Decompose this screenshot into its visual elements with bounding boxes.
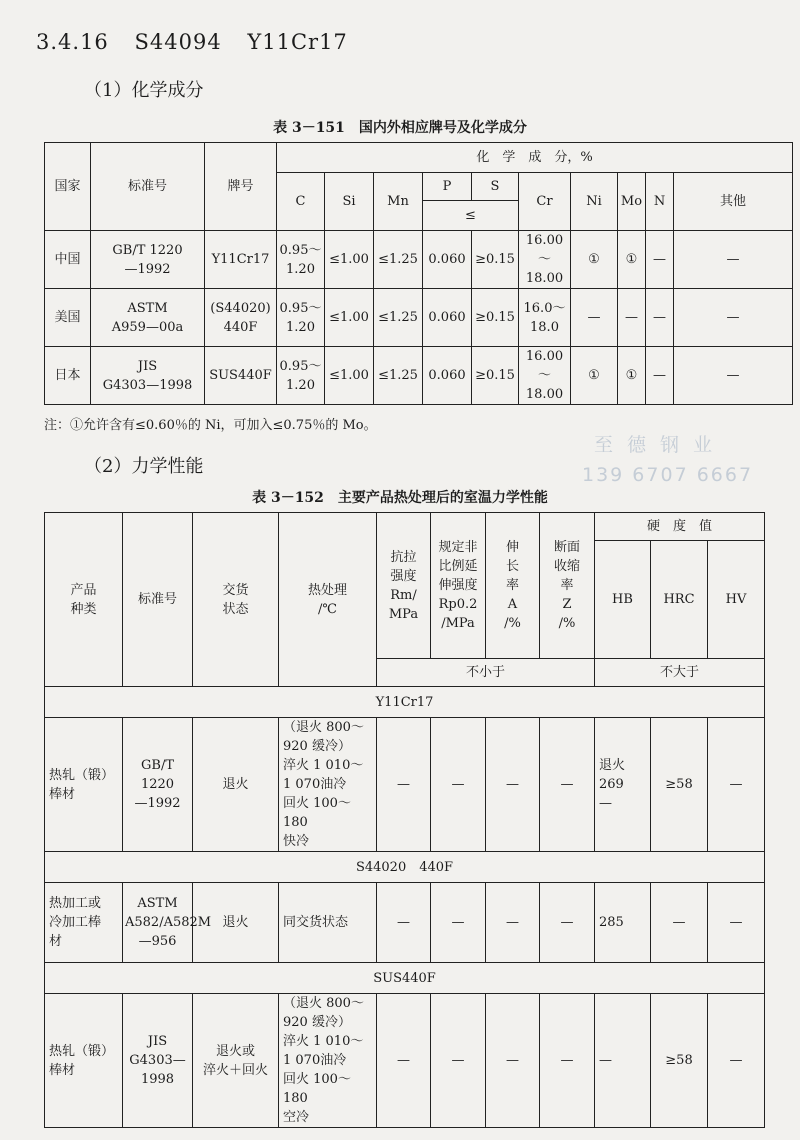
cell-ni: — — [571, 289, 618, 347]
col-n: N — [646, 173, 674, 231]
col-c: C — [277, 173, 325, 231]
grade-group-row — [45, 687, 765, 718]
col-standard: 标准号 — [91, 143, 205, 231]
cell-heat: （退火 800～ 920 缓冷） 淬火 1 010～ 1 070油冷 回火 100～180 空冷 — [279, 994, 377, 1128]
col-yield: 规定非 比例延 伸强度 Rp0.2 /MPa — [431, 513, 486, 659]
table-row — [45, 347, 793, 405]
cell-si: ≤1.00 — [325, 231, 374, 289]
not-less-than: 不小于 — [377, 659, 595, 687]
cell-mo: — — [618, 289, 646, 347]
cell-p: 0.060 — [423, 289, 472, 347]
cell-standard: JIS G4303—1998 — [91, 347, 205, 405]
table2-caption: 表 3－152 主要产品热处理后的室温力学性能 — [252, 490, 548, 506]
cell-delivery: 退火 — [193, 883, 279, 963]
cell-si: ≤1.00 — [325, 347, 374, 405]
cell-country: 中国 — [45, 231, 91, 289]
not-more-than: 不大于 — [595, 659, 765, 687]
watermark — [582, 430, 753, 490]
col-delivery: 交货 状态 — [193, 513, 279, 687]
table-row — [45, 289, 793, 347]
cell-mn: ≤1.25 — [374, 231, 423, 289]
grade-group-row — [45, 852, 765, 883]
table1-note: 注：①允许含有≤0.60％的 Ni，可加入≤0.75％的 Mo。 — [44, 418, 377, 433]
grade-group-row — [45, 963, 765, 994]
cell-s: ≥0.15 — [472, 289, 519, 347]
col-heat-treatment: 热处理 /℃ — [279, 513, 377, 687]
cell-heat: 同交货状态 — [279, 883, 377, 963]
cell-elong: — — [486, 883, 540, 963]
cell-tensile: — — [377, 718, 431, 852]
cell-standard: ASTM A582/A582M —956 — [123, 883, 193, 963]
col-reduction: 断面 收缩 率 Z /% — [540, 513, 595, 659]
grade-group-title: S44020 440F — [45, 852, 765, 883]
cell-grade: (S44020) 440F — [205, 289, 277, 347]
col-s: S — [472, 173, 519, 201]
table-row — [45, 718, 765, 852]
cell-s: ≥0.15 — [472, 347, 519, 405]
section-heading — [36, 30, 366, 54]
cell-delivery: 退火 — [193, 718, 279, 852]
cell-hrc: ≥58 — [651, 994, 708, 1128]
cell-yield: — — [431, 883, 486, 963]
cell-cr: 16.00～ 18.00 — [519, 347, 571, 405]
cell-reduction: — — [540, 718, 595, 852]
col-mo: Mo — [618, 173, 646, 231]
cell-yield: — — [431, 718, 486, 852]
cell-cr: 16.0～ 18.0 — [519, 289, 571, 347]
col-standard2: 标准号 — [123, 513, 193, 687]
hardness-header: 硬 度 值 — [595, 513, 765, 541]
cell-ni: ① — [571, 347, 618, 405]
cell-country: 日本 — [45, 347, 91, 405]
table-row — [45, 231, 793, 289]
cell-reduction: — — [540, 994, 595, 1128]
cell-tensile: — — [377, 994, 431, 1128]
ps-max-symbol: ≤ — [423, 201, 519, 231]
cell-n: — — [646, 289, 674, 347]
cell-hv: — — [708, 994, 765, 1128]
subsection-mechanical: （2）力学性能 — [84, 456, 204, 477]
col-hb: HB — [595, 541, 651, 659]
cell-product: 热轧（锻） 棒材 — [45, 718, 123, 852]
grade-group-title: SUS440F — [45, 963, 765, 994]
col-cr: Cr — [519, 173, 571, 231]
cell-hrc: — — [651, 883, 708, 963]
table-row — [45, 883, 765, 963]
grade-s-code: S44094 — [134, 30, 222, 54]
cell-delivery: 退火或 淬火＋回火 — [193, 994, 279, 1128]
cell-mn: ≤1.25 — [374, 289, 423, 347]
col-p: P — [423, 173, 472, 201]
cell-mn: ≤1.25 — [374, 347, 423, 405]
col-other: 其他 — [674, 173, 793, 231]
cell-hb: 退火 269 — — [595, 718, 651, 852]
cell-s: ≥0.15 — [472, 231, 519, 289]
col-hrc: HRC — [651, 541, 708, 659]
col-tensile: 抗拉 强度 Rm/ MPa — [377, 513, 431, 659]
col-elongation: 伸 长 率 A /% — [486, 513, 540, 659]
cell-hv: — — [708, 718, 765, 852]
grade-y-code: Y11Cr17 — [247, 30, 348, 54]
cell-hv: — — [708, 883, 765, 963]
cell-si: ≤1.00 — [325, 289, 374, 347]
cell-other: — — [674, 347, 793, 405]
col-country: 国家 — [45, 143, 91, 231]
cell-yield: — — [431, 994, 486, 1128]
cell-reduction: — — [540, 883, 595, 963]
cell-hrc: ≥58 — [651, 718, 708, 852]
cell-c: 0.95～ 1.20 — [277, 289, 325, 347]
cell-c: 0.95～ 1.20 — [277, 347, 325, 405]
col-product-type: 产品 种类 — [45, 513, 123, 687]
cell-product: 热轧（锻） 棒材 — [45, 994, 123, 1128]
cell-c: 0.95～ 1.20 — [277, 231, 325, 289]
cell-standard: JIS G4303—1998 — [123, 994, 193, 1128]
subsection-chemical: （1）化学成分 — [84, 80, 204, 101]
col-grade: 牌号 — [205, 143, 277, 231]
cell-n: — — [646, 347, 674, 405]
cell-mo: ① — [618, 347, 646, 405]
chem-group-header: 化 学 成 分，% — [277, 143, 793, 173]
cell-p: 0.060 — [423, 347, 472, 405]
cell-grade: Y11Cr17 — [205, 231, 277, 289]
cell-standard: ASTM A959—00a — [91, 289, 205, 347]
cell-grade: SUS440F — [205, 347, 277, 405]
cell-cr: 16.00～ 18.00 — [519, 231, 571, 289]
cell-mo: ① — [618, 231, 646, 289]
cell-p: 0.060 — [423, 231, 472, 289]
col-si: Si — [325, 173, 374, 231]
cell-hb: — — [595, 994, 651, 1128]
cell-standard: GB/T 1220 —1992 — [123, 718, 193, 852]
cell-heat: （退火 800～ 920 缓冷） 淬火 1 010～ 1 070油冷 回火 100～180 快冷 — [279, 718, 377, 852]
cell-other: — — [674, 231, 793, 289]
cell-ni: ① — [571, 231, 618, 289]
cell-country: 美国 — [45, 289, 91, 347]
cell-n: — — [646, 231, 674, 289]
watermark-company: 至德钢业 — [594, 434, 727, 456]
section-number: 3.4.16 — [36, 30, 109, 54]
mechanical-properties-table — [44, 512, 765, 1128]
col-hv: HV — [708, 541, 765, 659]
cell-other: — — [674, 289, 793, 347]
watermark-phone: 139 6707 6667 — [582, 464, 754, 486]
cell-standard: GB/T 1220 —1992 — [91, 231, 205, 289]
table1-caption: 表 3－151 国内外相应牌号及化学成分 — [273, 120, 527, 136]
col-mn: Mn — [374, 173, 423, 231]
cell-product: 热加工或 冷加工棒 材 — [45, 883, 123, 963]
chemical-composition-table — [44, 142, 793, 405]
col-ni: Ni — [571, 173, 618, 231]
cell-hb: 285 — [595, 883, 651, 963]
table-row — [45, 994, 765, 1128]
grade-group-title: Y11Cr17 — [45, 687, 765, 718]
cell-elong: — — [486, 718, 540, 852]
cell-tensile: — — [377, 883, 431, 963]
cell-elong: — — [486, 994, 540, 1128]
